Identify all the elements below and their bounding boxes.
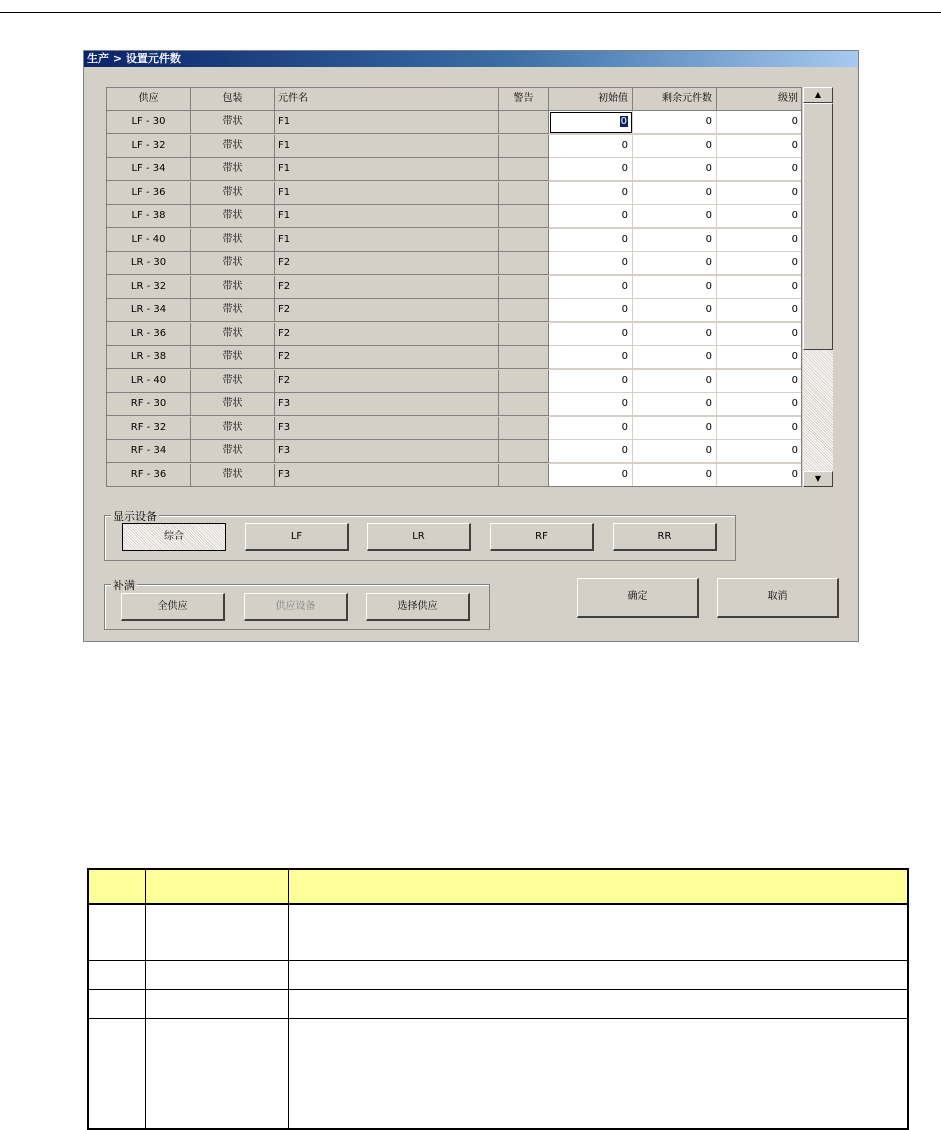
description-table-header-cell [88,869,146,904]
cell-component-name: F1 [275,135,499,158]
cell-initial-value[interactable]: 0 [549,135,633,158]
cell-remaining-count[interactable]: 0 [633,323,717,346]
cell-supply: LF - 30 [107,111,191,134]
scroll-down-arrow-icon[interactable]: ▼ [803,471,833,487]
table-row[interactable] [107,229,802,252]
cell-level[interactable]: 0 [717,299,802,322]
cell-package: 带状 [191,276,275,299]
cell-component-name: F1 [275,111,499,134]
description-table-cell [146,989,289,1018]
cell-warning [499,440,549,463]
description-table-row [88,989,908,1018]
description-table-header-cell [146,869,289,904]
refill-all-supply-button[interactable]: 全供应 [121,593,225,621]
cell-package: 带状 [191,182,275,205]
table-row[interactable] [107,111,802,134]
cell-level[interactable]: 0 [717,205,802,228]
column-header-package[interactable]: 包装 [191,88,275,111]
cell-package: 带状 [191,417,275,440]
table-row[interactable] [107,323,802,346]
description-table-row [88,960,908,989]
selected-cell-text: 0 [620,116,627,127]
cell-level[interactable]: 0 [717,440,802,463]
display-rf-button[interactable]: RF [490,523,594,551]
description-table-cell [289,960,909,989]
display-lr-button[interactable]: LR [367,523,471,551]
cell-initial-value[interactable]: 0 [549,205,633,228]
cell-supply: LR - 40 [107,370,191,393]
table-row[interactable] [107,135,802,158]
set-component-count-dialog [83,50,859,642]
cell-level[interactable]: 0 [717,464,802,487]
table-row[interactable] [107,464,802,487]
page-top-rule [0,12,941,13]
cell-warning [499,393,549,416]
cell-supply: LF - 40 [107,229,191,252]
scroll-thumb[interactable] [803,103,833,350]
cell-initial-value[interactable]: 0 [549,182,633,205]
cell-component-name: F3 [275,440,499,463]
grid-header-row [107,88,802,111]
cancel-button[interactable]: 取消 [717,578,839,618]
cell-warning [499,111,549,134]
grid-vertical-scrollbar[interactable] [803,87,833,487]
table-row[interactable] [107,346,802,369]
cell-component-name: F3 [275,393,499,416]
cell-level[interactable]: 0 [717,276,802,299]
column-header-initial-value[interactable]: 初始值 [549,88,633,111]
cell-component-name: F2 [275,323,499,346]
cell-initial-value[interactable]: 0 [549,370,633,393]
table-row[interactable] [107,393,802,416]
display-device-group-label: 显示设备 [113,510,157,523]
description-table-row [88,904,908,960]
refill-supply-device-button: 供应设备 [244,593,348,621]
cell-component-name: F1 [275,182,499,205]
cell-package: 带状 [191,323,275,346]
cell-component-name: F2 [275,370,499,393]
cell-package: 带状 [191,393,275,416]
column-header-remaining-count[interactable]: 剩余元件数 [633,88,717,111]
column-header-supply[interactable]: 供应 [107,88,191,111]
ok-button[interactable]: 确定 [577,578,699,618]
cell-initial-value[interactable]: 0 [549,323,633,346]
cell-component-name: F2 [275,276,499,299]
column-header-level[interactable]: 级别 [717,88,802,111]
cell-warning [499,464,549,487]
cell-initial-value[interactable]: 0 [549,299,633,322]
cell-warning [499,135,549,158]
cell-supply: LF - 34 [107,158,191,181]
cell-supply: LR - 30 [107,252,191,275]
cell-warning [499,417,549,440]
table-row[interactable] [107,417,802,440]
cell-warning [499,370,549,393]
description-table-header-cell [289,869,909,904]
column-header-component-name[interactable]: 元件名 [275,88,499,111]
cell-level[interactable]: 0 [717,417,802,440]
cell-supply: LF - 32 [107,135,191,158]
cell-package: 带状 [191,346,275,369]
cell-warning [499,158,549,181]
cell-level[interactable]: 0 [717,111,802,134]
cell-initial-value[interactable]: 0 [549,393,633,416]
scroll-track[interactable] [803,350,833,471]
description-table-cell [146,1018,289,1129]
cell-supply: RF - 36 [107,464,191,487]
description-table-cell [88,960,146,989]
cell-remaining-count[interactable]: 0 [633,205,717,228]
cell-remaining-count[interactable]: 0 [633,252,717,275]
cell-component-name: F2 [275,299,499,322]
cell-remaining-count[interactable]: 0 [633,440,717,463]
cell-level[interactable]: 0 [717,346,802,369]
table-row[interactable] [107,440,802,463]
description-table-cell [289,904,909,960]
cell-level[interactable]: 0 [717,370,802,393]
description-table [87,868,909,1130]
cell-level[interactable]: 0 [717,323,802,346]
cell-supply: RF - 32 [107,417,191,440]
cell-initial-value[interactable]: 0 [549,464,633,487]
description-table-header-row [88,869,908,904]
cell-remaining-count[interactable]: 0 [633,346,717,369]
cell-remaining-count[interactable]: 0 [633,417,717,440]
cell-warning [499,299,549,322]
refill-select-supply-button[interactable]: 选择供应 [366,593,470,621]
cell-initial-value[interactable]: 0 [549,346,633,369]
cell-remaining-count[interactable]: 0 [633,370,717,393]
cell-package: 带状 [191,299,275,322]
cell-package: 带状 [191,464,275,487]
cell-warning [499,252,549,275]
description-table-cell [146,960,289,989]
table-row[interactable] [107,276,802,299]
dialog-title: 生产 > 设置元件数 [84,51,858,67]
cell-supply: LR - 38 [107,346,191,369]
cell-remaining-count[interactable]: 0 [633,393,717,416]
cell-package: 带状 [191,205,275,228]
table-row[interactable] [107,299,802,322]
table-row[interactable] [107,252,802,275]
cell-supply: LF - 36 [107,182,191,205]
column-header-warning[interactable]: 警告 [499,88,549,111]
cell-component-name: F3 [275,417,499,440]
cell-supply: RF - 30 [107,393,191,416]
cell-remaining-count[interactable]: 0 [633,111,717,134]
cell-supply: LR - 36 [107,323,191,346]
cell-level[interactable]: 0 [717,229,802,252]
cell-warning [499,276,549,299]
cell-level[interactable]: 0 [717,393,802,416]
cell-remaining-count[interactable]: 0 [633,229,717,252]
cell-initial-value[interactable]: 0 [549,229,633,252]
cell-level[interactable]: 0 [717,135,802,158]
cell-supply: LR - 34 [107,299,191,322]
cell-warning [499,182,549,205]
table-row[interactable] [107,205,802,228]
cell-remaining-count[interactable]: 0 [633,158,717,181]
cell-package: 带状 [191,135,275,158]
display-rr-button[interactable]: RR [613,523,717,551]
cell-initial-value[interactable]: 0 [549,417,633,440]
refill-group-label: 补满 [113,579,135,592]
cell-remaining-count[interactable]: 0 [633,464,717,487]
cell-remaining-count[interactable]: 0 [633,299,717,322]
cell-package: 带状 [191,252,275,275]
cell-initial-value[interactable]: 0 [549,252,633,275]
cell-supply: LF - 38 [107,205,191,228]
table-row[interactable] [107,370,802,393]
cell-level[interactable]: 0 [717,158,802,181]
display-all-button[interactable]: 综合 [122,523,226,551]
cell-package: 带状 [191,370,275,393]
description-table-cell [289,1018,909,1129]
scroll-up-arrow-icon[interactable]: ▲ [803,87,833,103]
cell-remaining-count[interactable]: 0 [633,276,717,299]
cell-component-name: F1 [275,158,499,181]
cell-warning [499,323,549,346]
description-table-row [88,1018,908,1129]
description-table-cell [88,904,146,960]
cell-supply: LR - 32 [107,276,191,299]
table-row[interactable] [107,158,802,181]
cell-package: 带状 [191,440,275,463]
cell-package: 带状 [191,158,275,181]
cell-warning [499,346,549,369]
cell-initial-value[interactable]: 0 [549,276,633,299]
cell-level[interactable]: 0 [717,252,802,275]
cell-component-name: F1 [275,229,499,252]
cell-initial-value[interactable]: 0 [549,158,633,181]
cell-package: 带状 [191,229,275,252]
cell-level[interactable]: 0 [717,182,802,205]
component-grid [106,87,802,487]
cell-package: 带状 [191,111,275,134]
cell-remaining-count[interactable]: 0 [633,135,717,158]
cell-initial-value[interactable] [549,111,633,134]
table-row[interactable] [107,182,802,205]
cell-remaining-count[interactable]: 0 [633,182,717,205]
description-table-cell [88,1018,146,1129]
cell-initial-value[interactable]: 0 [549,440,633,463]
description-table-cell [289,989,909,1018]
cell-component-name: F2 [275,252,499,275]
cell-component-name: F1 [275,205,499,228]
cell-component-name: F2 [275,346,499,369]
description-table-cell [88,989,146,1018]
display-lf-button[interactable]: LF [245,523,349,551]
cell-supply: RF - 34 [107,440,191,463]
cell-warning [499,205,549,228]
description-table-cell [146,904,289,960]
cell-component-name: F3 [275,464,499,487]
cell-warning [499,229,549,252]
